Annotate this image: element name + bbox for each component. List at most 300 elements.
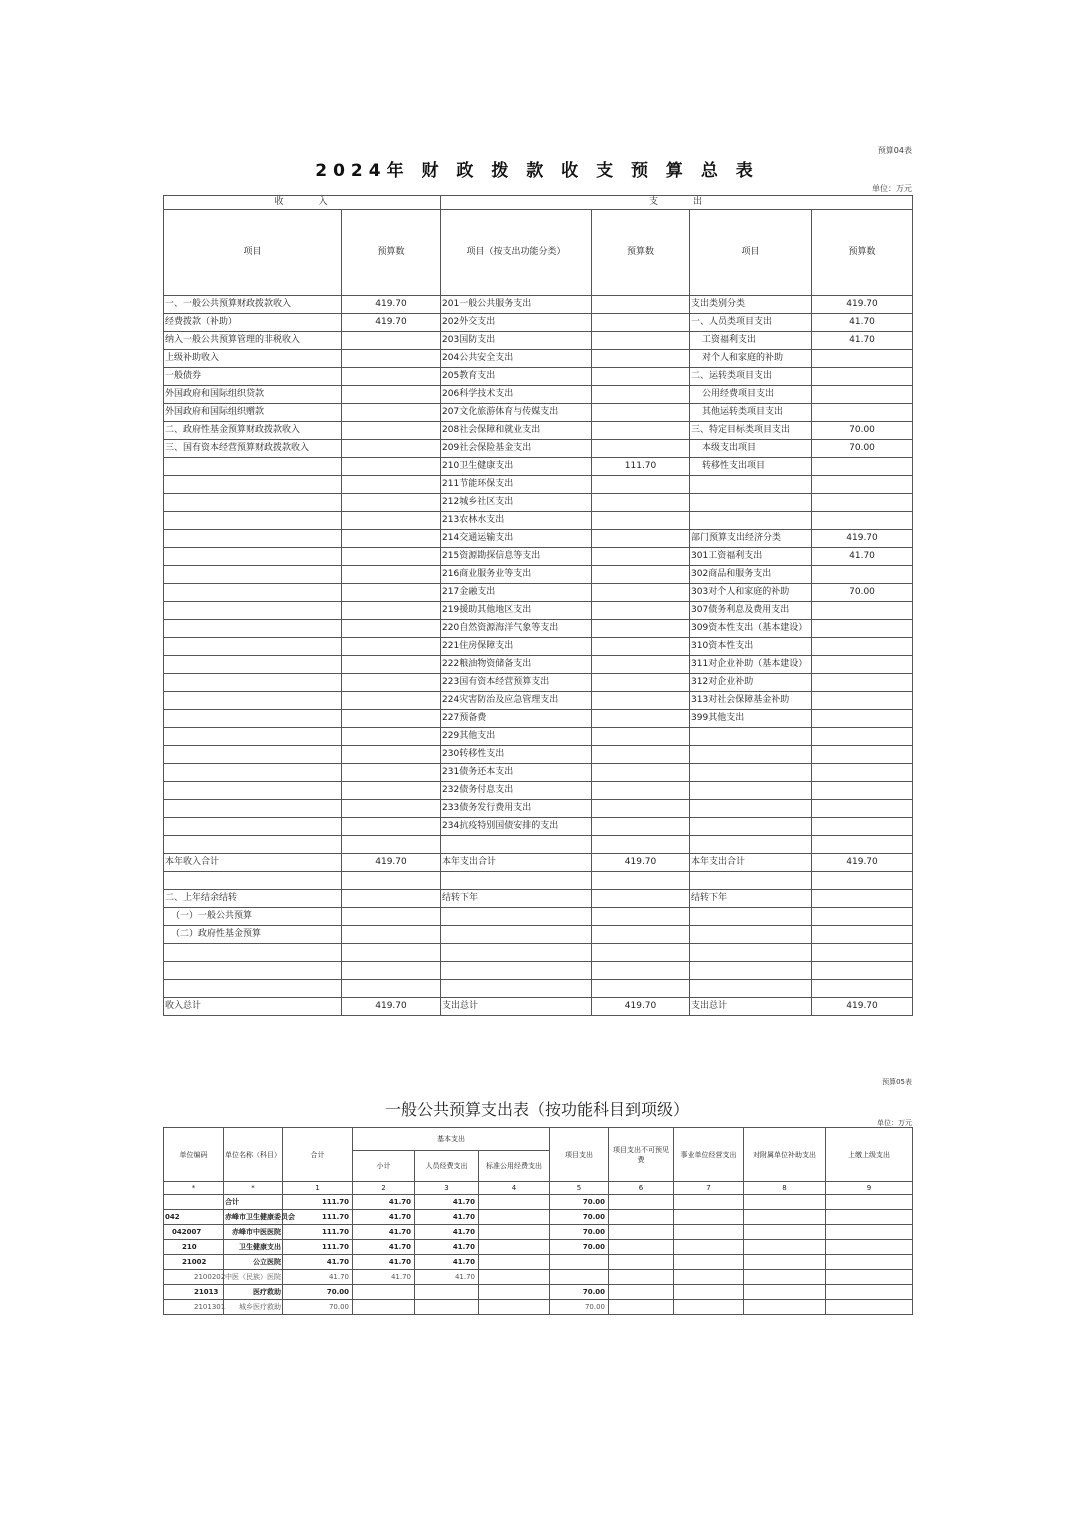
table-cell [690,494,812,512]
unit-label: 单位：万元 [872,184,912,193]
table-cell: 204公共安全支出 [441,350,592,368]
table-row [164,1270,913,1285]
table-cell [674,1300,744,1315]
column-header: 合计 [283,1128,353,1182]
table-cell [744,1285,826,1300]
table-cell: 2100202 [164,1270,224,1285]
table-cell [479,1255,550,1270]
table-row [164,350,913,368]
table-cell: 外国政府和国际组织赠款 [164,404,342,422]
table-cell [609,1285,674,1300]
table-cell: 221住房保障支出 [441,638,592,656]
table-row [164,1240,913,1255]
table-row [164,944,913,962]
table-cell [690,476,812,494]
table-cell [164,818,342,836]
table-cell: 21013 [164,1285,224,1300]
table-cell [342,926,441,944]
table-cell: 206科学技术支出 [441,386,592,404]
table-cell [164,674,342,692]
table-cell: 上级补助收入 [164,350,342,368]
table-cell: 二、运转类项目支出 [690,368,812,386]
table-cell: 41.70 [812,548,913,566]
table-cell [342,782,441,800]
table-row [164,818,913,836]
table-cell: 70.00 [550,1240,609,1255]
table-row [164,476,913,494]
table-cell [592,800,690,818]
table-cell [690,872,812,890]
table-cell [342,566,441,584]
table-row [164,764,913,782]
table-cell [744,1225,826,1240]
table-cell: 042 [164,1210,224,1225]
column-header: 项目支出 [550,1128,609,1182]
table-cell: 214交通运输支出 [441,530,592,548]
table-cell [812,944,913,962]
table-cell: 419.70 [592,998,690,1016]
table-cell [164,602,342,620]
table-cell [744,1210,826,1225]
table-cell: 41.70 [812,314,913,332]
table-cell [690,926,812,944]
table-cell [690,980,812,998]
table-cell [592,422,690,440]
table-cell [550,1255,609,1270]
table-cell [164,512,342,530]
table-row [164,890,913,908]
table-row [164,1300,913,1315]
table-cell: 41.70 [415,1195,479,1210]
table-cell: 赤峰市中医医院 [224,1225,283,1240]
table-cell [812,962,913,980]
table-cell [441,962,592,980]
table-cell [164,836,342,854]
table-cell [744,1240,826,1255]
table-cell: 307债务利息及费用支出 [690,602,812,620]
table-body [164,296,913,1016]
table-cell [812,566,913,584]
table-cell: 转移性支出项目 [690,458,812,476]
table-row [164,800,913,818]
table-cell [342,800,441,818]
table-cell: 203国防支出 [441,332,592,350]
table-cell [342,692,441,710]
table-cell [441,926,592,944]
table-cell [342,584,441,602]
column-header: 项目支出不可预见费 [609,1128,674,1182]
table-cell [592,584,690,602]
table-cell: 41.70 [415,1255,479,1270]
table-cell [164,494,342,512]
table-cell: 经费拨款（补助） [164,314,342,332]
table-cell [812,386,913,404]
table-cell [164,764,342,782]
table-cell [812,674,913,692]
table-row [164,746,913,764]
table-cell [812,980,913,998]
table-cell [592,872,690,890]
table-cell [592,368,690,386]
table-cell [342,728,441,746]
table-cell [164,746,342,764]
table-cell: 70.00 [550,1195,609,1210]
table-cell [674,1225,744,1240]
table-cell [609,1255,674,1270]
table-row [164,710,913,728]
table-cell: 41.70 [415,1225,479,1240]
table-cell: 41.70 [353,1255,415,1270]
table-cell [164,458,342,476]
table-cell [592,494,690,512]
table-cell: 211节能环保支出 [441,476,592,494]
table-cell: 70.00 [550,1210,609,1225]
index-cell: 7 [674,1182,744,1195]
table-cell [744,1270,826,1285]
table-cell [342,710,441,728]
table-cell [342,890,441,908]
table-cell [342,944,441,962]
table-cell: 111.70 [283,1225,353,1240]
table-cell: 232债务付息支出 [441,782,592,800]
table-cell [592,818,690,836]
table-cell [690,962,812,980]
table-cell: 70.00 [812,584,913,602]
table-cell [342,512,441,530]
table-cell [812,404,913,422]
table-cell [674,1270,744,1285]
table-cell: 233债务发行费用支出 [441,800,592,818]
table-cell [592,692,690,710]
table-cell [353,1285,415,1300]
index-cell: 5 [550,1182,609,1195]
index-cell: 2 [353,1182,415,1195]
table-cell [592,944,690,962]
table-cell: 419.70 [812,530,913,548]
table-cell [342,836,441,854]
table-cell: 41.70 [283,1270,353,1285]
table-cell [164,710,342,728]
table-cell [479,1240,550,1255]
table-cell [812,710,913,728]
table-cell [342,440,441,458]
table-cell [812,836,913,854]
table-cell [441,944,592,962]
table-cell: 三、国有资本经营预算财政拨款收入 [164,440,342,458]
table-cell [342,980,441,998]
table-cell [690,908,812,926]
column-header: 标准公用经费支出 [479,1151,550,1182]
index-cell: * [164,1182,224,1195]
table-cell: 223国有资本经营预算支出 [441,674,592,692]
table-cell [342,386,441,404]
table-cell: 205教育支出 [441,368,592,386]
table-cell [164,566,342,584]
table-cell: 支出类别分类 [690,296,812,314]
table-cell [592,620,690,638]
table-row [164,1210,913,1225]
table-cell: 313对社会保障基金补助 [690,692,812,710]
column-header: 上缴上级支出 [826,1128,913,1182]
table-cell [164,800,342,818]
table-cell: 419.70 [342,314,441,332]
table-cell: 213农林水支出 [441,512,592,530]
table-cell [164,962,342,980]
table-cell: 212城乡社区支出 [441,494,592,512]
table-cell [826,1285,913,1300]
table-cell: 一般债券 [164,368,342,386]
table-cell [690,782,812,800]
table-cell: 222粮油物资储备支出 [441,656,592,674]
table-cell [674,1210,744,1225]
index-cell: 3 [415,1182,479,1195]
table-cell [592,908,690,926]
table-cell: 城乡医疗救助 [224,1300,283,1315]
table-cell: 227预备费 [441,710,592,728]
table-cell: 302商品和服务支出 [690,566,812,584]
table-row [164,620,913,638]
index-cell: 6 [609,1182,674,1195]
table-cell: 419.70 [342,296,441,314]
table-row [164,584,913,602]
table-cell: 217金融支出 [441,584,592,602]
table-cell: 208社会保障和就业支出 [441,422,592,440]
table-cell: 支出总计 [690,998,812,1016]
table-cell: 111.70 [283,1240,353,1255]
table-cell [826,1270,913,1285]
table-cell: 部门预算支出经济分类 [690,530,812,548]
table-cell [812,512,913,530]
table-row [164,908,913,926]
table-row [164,872,913,890]
table-cell: 70.00 [550,1225,609,1240]
table-cell: 中医（民族）医院 [224,1270,283,1285]
table-cell: 303对个人和家庭的补助 [690,584,812,602]
table-cell [342,908,441,926]
table-cell [812,890,913,908]
table-cell: 310资本性支出 [690,638,812,656]
table-cell: 支出总计 [441,998,592,1016]
table-cell: 二、上年结余结转 [164,890,342,908]
table-cell [826,1300,913,1315]
expense-group-header: 支 出 [441,196,913,210]
table-cell [592,926,690,944]
table-cell [164,584,342,602]
table-cell: 41.70 [812,332,913,350]
table-cell: 312对企业补助 [690,674,812,692]
table-cell [479,1270,550,1285]
table-cell [812,656,913,674]
table-cell: 042007 [164,1225,224,1240]
table-cell: 209社会保险基金支出 [441,440,592,458]
table-cell: 41.70 [415,1210,479,1225]
table-cell [812,746,913,764]
table-cell [690,764,812,782]
table-cell [342,962,441,980]
table-cell [826,1195,913,1210]
table-cell: 本级支出项目 [690,440,812,458]
table-row [164,386,913,404]
table-cell [592,656,690,674]
table-cell [342,458,441,476]
table-cell: 外国政府和国际组织贷款 [164,386,342,404]
table-cell: 111.70 [283,1210,353,1225]
table-cell: 70.00 [812,440,913,458]
table-cell: 一、人员类项目支出 [690,314,812,332]
table-cell [812,620,913,638]
table-cell [342,818,441,836]
table-cell [674,1240,744,1255]
column-header: 单位名称（科目） [224,1128,283,1182]
table-cell [342,602,441,620]
table-row [164,638,913,656]
table-cell [342,656,441,674]
table-cell: 41.70 [353,1240,415,1255]
table-cell: 231债务还本支出 [441,764,592,782]
unit-label: 单位：万元 [877,1119,912,1127]
table-cell: 纳入一般公共预算管理的非税收入 [164,332,342,350]
table-cell [812,728,913,746]
table-cell [609,1240,674,1255]
table-cell [592,962,690,980]
table-row [164,782,913,800]
table-cell [164,530,342,548]
table-cell [812,872,913,890]
table-cell: 结转下年 [690,890,812,908]
table-cell: （一）一般公共预算 [164,908,342,926]
table-cell [812,800,913,818]
table-cell: 70.00 [550,1300,609,1315]
table-cell [164,782,342,800]
table-cell [609,1195,674,1210]
table-cell [415,1300,479,1315]
table-body [164,1182,913,1315]
index-cell: 9 [826,1182,913,1195]
table-cell [164,656,342,674]
table-row [164,548,913,566]
table-cell [164,944,342,962]
table-cell [592,764,690,782]
table-cell: 301工资福利支出 [690,548,812,566]
table-row [164,926,913,944]
table-cell [592,728,690,746]
table-cell: 本年支出合计 [441,854,592,872]
table-cell [550,1270,609,1285]
table-cell: 41.70 [415,1270,479,1285]
table-cell: 220自然资源海洋气象等支出 [441,620,592,638]
table-cell [164,638,342,656]
income-group-header: 收 入 [164,196,441,210]
table-code: 预算04表 [877,146,912,155]
table-cell [812,350,913,368]
table-cell: 合计 [224,1195,283,1210]
table-row [164,296,913,314]
page-title: 2024年 财 政 拨 款 收 支 预 算 总 表 [315,161,759,181]
table-cell [674,1285,744,1300]
table-cell [342,674,441,692]
table-cell [592,674,690,692]
table-cell [674,1255,744,1270]
table-cell: 一、一般公共预算财政拨款收入 [164,296,342,314]
table-cell: 111.70 [283,1195,353,1210]
table-cell [812,458,913,476]
index-cell: * [224,1182,283,1195]
table-cell [690,746,812,764]
table-cell [441,836,592,854]
table-cell [609,1225,674,1240]
table-cell: 70.00 [283,1285,353,1300]
index-cell: 4 [479,1182,550,1195]
table-cell [592,350,690,368]
table-cell [342,746,441,764]
index-row [164,1182,913,1195]
table-cell: 419.70 [342,998,441,1016]
table-cell [342,764,441,782]
column-header: 人员经费支出 [415,1151,479,1182]
table-cell [744,1195,826,1210]
table-cell [744,1255,826,1270]
table-cell [812,494,913,512]
table-row [164,656,913,674]
table-cell: 419.70 [592,854,690,872]
table-row [164,962,913,980]
index-cell: 1 [283,1182,353,1195]
table-cell [609,1300,674,1315]
table-cell [592,980,690,998]
table-cell: 309资本性支出（基本建设） [690,620,812,638]
table-row [164,368,913,386]
table-cell: 229其他支出 [441,728,592,746]
table-cell [592,314,690,332]
table-cell: 收入总计 [164,998,342,1016]
table-cell [812,818,913,836]
table-cell [592,512,690,530]
column-header: 单位编码 [164,1128,224,1182]
table-cell: 70.00 [812,422,913,440]
table-row [164,998,913,1016]
table-cell: （二）政府性基金预算 [164,926,342,944]
table-cell [592,602,690,620]
table-cell: 工资福利支出 [690,332,812,350]
table-cell [592,836,690,854]
table-cell [441,908,592,926]
section-title: 一般公共预算支出表（按功能科目到项级） [384,1100,689,1119]
table-cell [592,440,690,458]
table-cell [592,332,690,350]
table-cell [342,422,441,440]
column-header: 预算数 [812,210,913,296]
table-row [164,566,913,584]
table-cell [826,1225,913,1240]
table-row [164,314,913,332]
table-row [164,1225,913,1240]
table-cell [592,386,690,404]
table-cell [342,548,441,566]
table-cell [479,1195,550,1210]
expense-by-function-table [163,1127,913,1315]
table-cell: 二、政府性基金预算财政拨款收入 [164,422,342,440]
table-cell: 2101301 [164,1300,224,1315]
table-cell: 210卫生健康支出 [441,458,592,476]
table-row [164,980,913,998]
table-cell [164,980,342,998]
table-cell [342,494,441,512]
table-cell: 215资源勘探信息等支出 [441,548,592,566]
table-cell [342,872,441,890]
table-row [164,674,913,692]
table-cell: 公立医院 [224,1255,283,1270]
table-row [164,422,913,440]
